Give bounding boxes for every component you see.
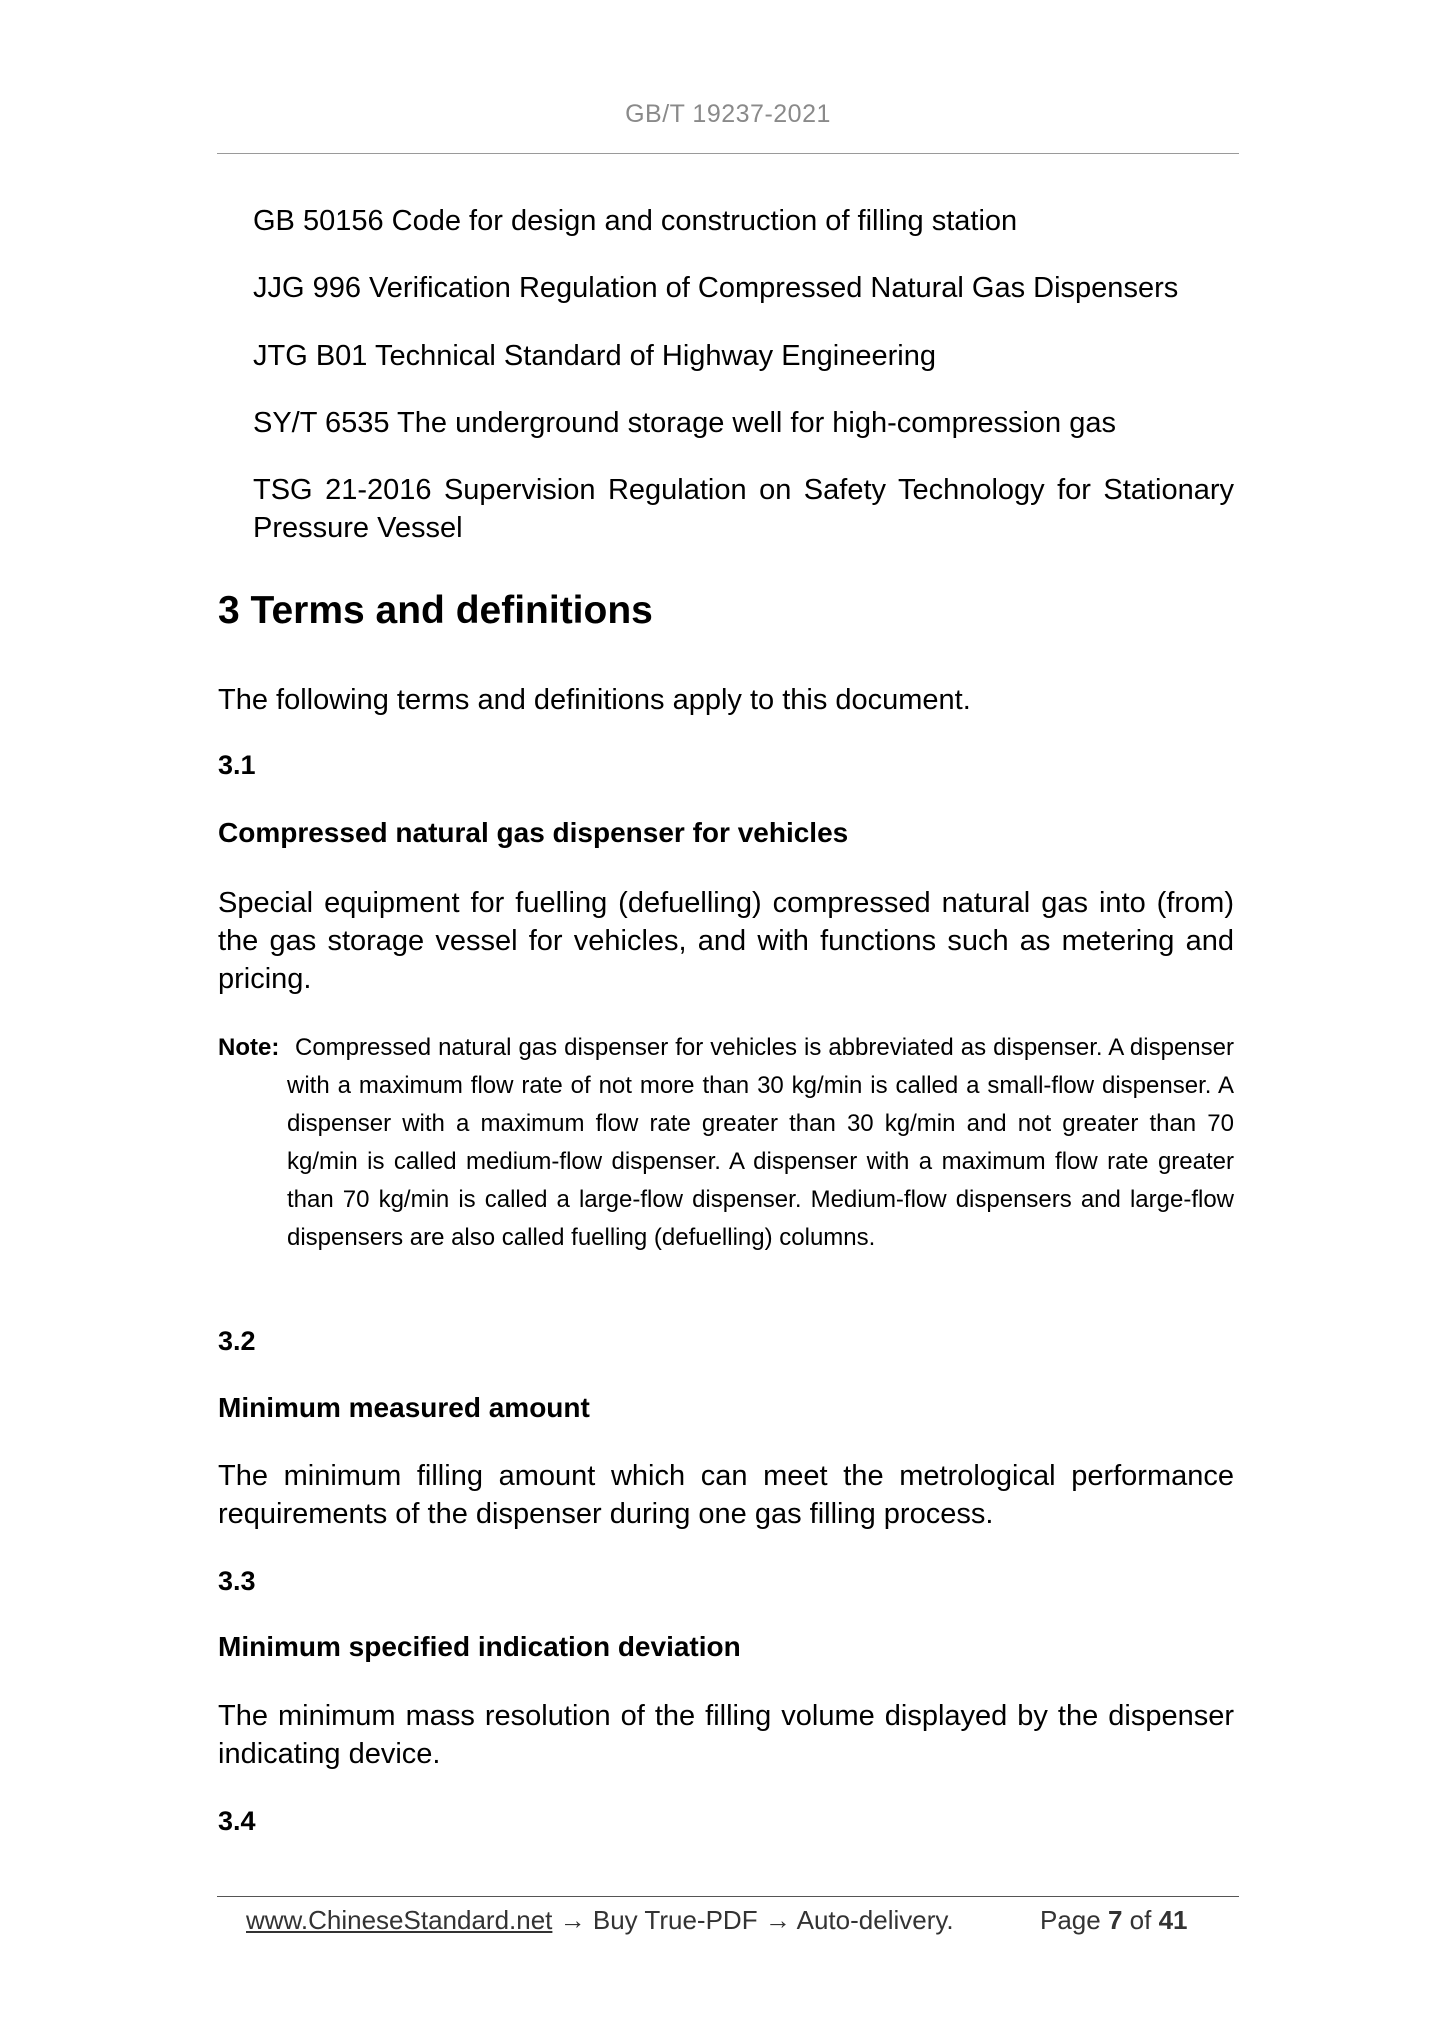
page-total: 41: [1158, 1905, 1188, 1935]
footer-step-delivery: Auto-delivery.: [796, 1905, 954, 1935]
term-number: 3.1: [218, 750, 256, 780]
reference-item: SY/T 6535 The underground storage well for high-compression gas: [253, 407, 1116, 439]
term-definition: Special equipment for fuelling (defuelling) compressed natural gas into (from) the gas storage vessel for vehicles, and with functions such as metering and pricing.: [218, 887, 1234, 995]
note-label: Note:: [218, 1034, 280, 1061]
term-title: Compressed natural gas dispenser for vehicles: [218, 817, 849, 848]
section-intro: The following terms and definitions apply to this document.: [218, 684, 971, 716]
term-number: 3.4: [218, 1806, 256, 1836]
page-of-label: of: [1129, 1905, 1152, 1935]
term-number: 3.3: [218, 1566, 256, 1596]
document-header-id: GB/T 19237-2021: [625, 100, 831, 128]
term-definition: The minimum filling amount which can meet the metrological performance requirements of the dispenser during one gas filling process.: [218, 1460, 1234, 1530]
term-title: Minimum specified indication deviation: [218, 1631, 741, 1662]
arrow-right-icon: →: [764, 1905, 791, 1935]
footer-purchase-line: [246, 1900, 954, 1940]
term-note: [218, 1029, 1234, 1257]
page-number: [1040, 1900, 1188, 1940]
page-current: 7: [1107, 1905, 1123, 1935]
footer-step-buy: Buy True-PDF: [592, 1905, 758, 1935]
reference-item: JTG B01 Technical Standard of Highway Engineering: [253, 340, 936, 372]
term-number: 3.2: [218, 1326, 256, 1356]
reference-item: JJG 996 Verification Regulation of Compressed Natural Gas Dispensers: [253, 272, 1179, 304]
chinesestandard-link[interactable]: www.ChineseStandard.net: [246, 1905, 553, 1935]
arrow-right-icon: →: [559, 1905, 586, 1935]
term-title: Minimum measured amount: [218, 1392, 590, 1423]
note-text: Compressed natural gas dispenser for vehicles is abbreviated as dispenser. A dispenser with a maximum flow rate of not more than 30 kg/min is called a small-flow dispenser. A dispenser with a maximum flow rate greater than 30 kg/min and not greater than 70 kg/min is called medium-flow dispenser. A dispenser with a maximum flow rate greater than 70 kg/min is called a large-flow dispenser. Medium-flow dispensers and large-flow dispensers are also called fuelling (defuelling) columns.: [287, 1034, 1234, 1251]
footer-divider: [217, 1896, 1239, 1897]
page-label: Page: [1040, 1905, 1101, 1935]
term-definition: The minimum mass resolution of the filling volume displayed by the dispenser indicating device.: [218, 1700, 1234, 1770]
reference-item: TSG 21-2016 Supervision Regulation on Safety Technology for Stationary Pressure Vessel: [253, 474, 1234, 544]
section-heading: 3 Terms and definitions: [218, 589, 653, 632]
reference-item: GB 50156 Code for design and construction of filling station: [253, 205, 1018, 237]
header-divider: [217, 153, 1239, 154]
